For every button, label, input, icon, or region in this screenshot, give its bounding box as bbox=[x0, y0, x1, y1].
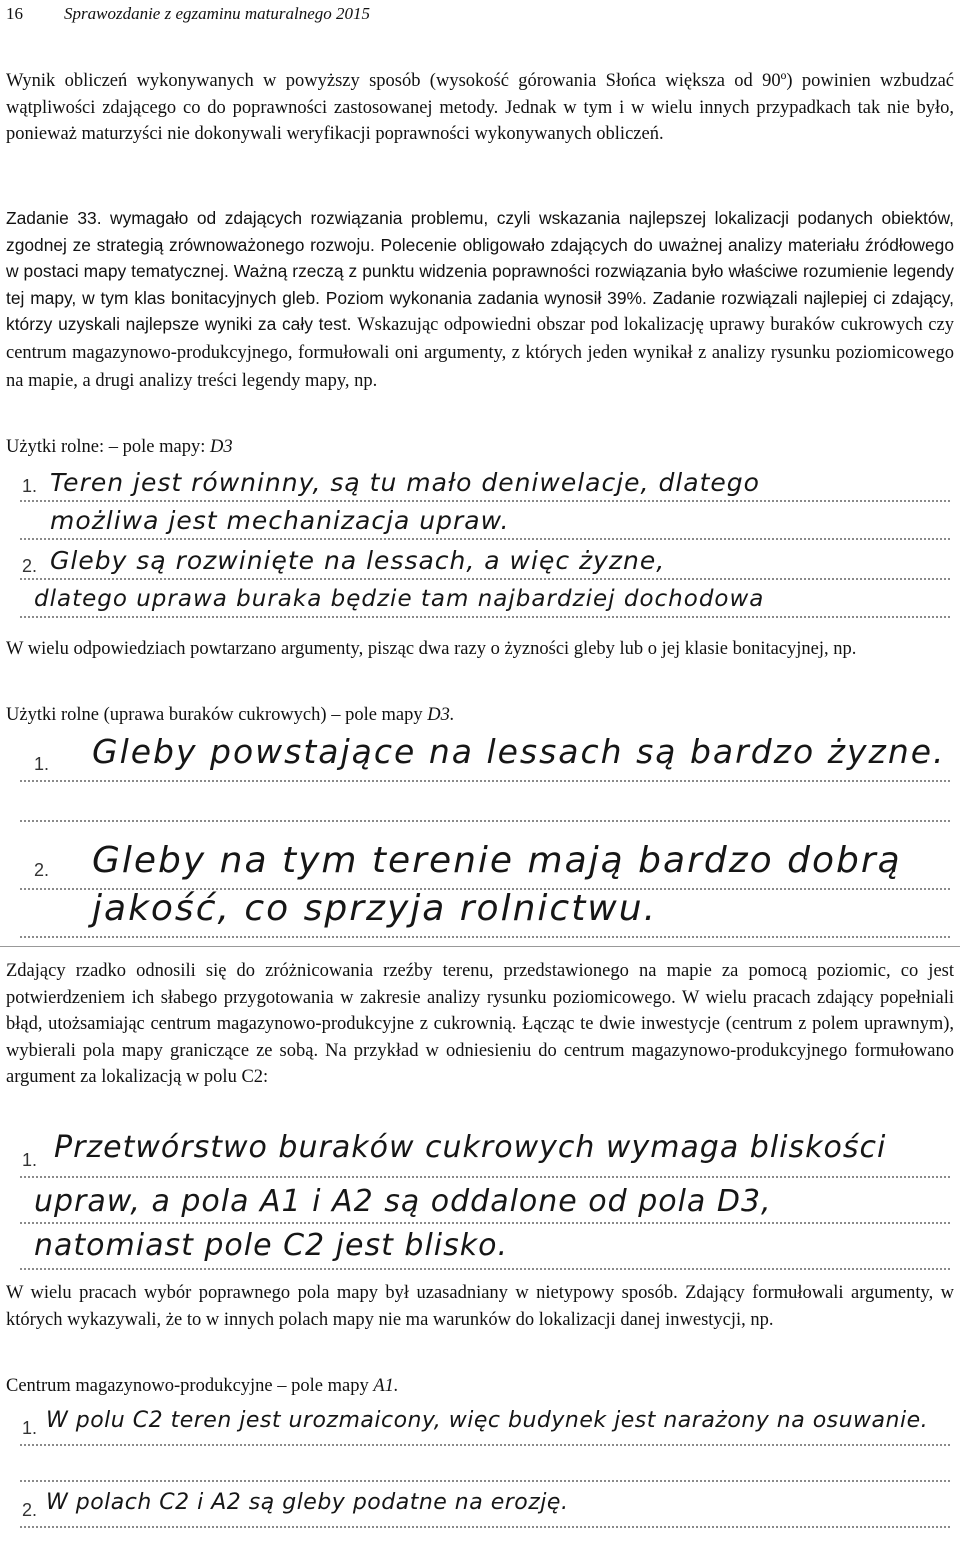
paragraph-2 bbox=[6, 205, 954, 394]
heading-sample-3: Centrum magazynowo-produkcyjne – pole mapy A1. bbox=[6, 1376, 399, 1396]
answer-number: 1. bbox=[34, 754, 50, 774]
handwritten-line: W polu C2 teren jest urozmaicony, więc budynek jest narażony na osuwanie. bbox=[46, 1408, 929, 1433]
heading-1-label: Użytki rolne: bbox=[6, 437, 105, 457]
paragraph-5: W wielu pracach wybór poprawnego pola mapy był uzasadniany w nietypowy sposób. Zdający formułowali argumenty, w których wykazywali, że to w innych polach mapy nie ma warunków do lokalizacji danej inwestycji, np. bbox=[6, 1283, 954, 1330]
heading-2-rest: pole mapy bbox=[345, 705, 423, 725]
handwritten-line: W polach C2 i A2 są gleby podatne na erozję. bbox=[46, 1490, 569, 1515]
heading-1-rest: pole mapy: bbox=[122, 437, 206, 457]
answer-number: 2. bbox=[34, 860, 50, 880]
handwritten-line: Gleby są rozwinięte na lessach, a więc żyzne, bbox=[50, 546, 666, 575]
paragraph-4: Zdający rzadko odnosili się do zróżnicowania rzeźby terenu, przedstawionego na mapie za pomocą poziomic, co jest potwierdzeniem ich słabego przygotowania w zakresie analizy rysunku poziomicowego. W wielu pracach zdający popełniali błąd, utożsamiając centrum magazynowo-produkcyjne z cukrownią. Łącząc te dwie inwestycje (centrum z polem uprawnym), wybierali pola mapy graniczące ze sobą. Na przykład w odniesieniu do centrum magazynowo-produkcyjnego formułowano argument za lokalizacją w polu C2: bbox=[6, 961, 954, 1088]
heading-1-field: D3 bbox=[209, 437, 233, 457]
page-number: 16 bbox=[6, 4, 23, 23]
paragraph-1: Wynik obliczeń wykonywanych w powyższy sposób (wysokość górowania Słońca większa od 90º) powinien wzbudzać wątpliwości zdającego co do poprawności zastosowanej metody. Jednak w tym i w wielu innych przypadkach tak nie było, ponieważ maturzyści nie dokonywali weryfikacji poprawności wykonywanych obliczeń. bbox=[6, 71, 954, 145]
heading-sample-1: Użytki rolne: – pole mapy: D3 bbox=[6, 437, 233, 457]
page-header bbox=[6, 2, 954, 28]
heading-3-field: A1. bbox=[373, 1376, 399, 1396]
handwritten-line: upraw, a pola A1 i A2 są oddalone od pola D3, bbox=[34, 1184, 772, 1219]
answer-number: 2. bbox=[22, 556, 38, 576]
paragraph-3: W wielu odpowiedziach powtarzano argumenty, pisząc dwa razy o żyzności gleby lub o jej klasie bonitacyjnej, np. bbox=[6, 639, 857, 659]
handwritten-answer-4 bbox=[20, 1404, 950, 1540]
heading-3-rest: pole mapy bbox=[291, 1376, 369, 1396]
running-title: Sprawozdanie z egzaminu maturalnego 2015 bbox=[64, 4, 370, 23]
handwritten-line: Przetwórstwo buraków cukrowych wymaga bliskości bbox=[54, 1130, 887, 1165]
answer-number: 2. bbox=[22, 1500, 38, 1520]
handwritten-answer-3 bbox=[20, 1124, 950, 1274]
handwritten-answer-1 bbox=[20, 462, 950, 622]
heading-2-label: Użytki rolne (uprawa buraków cukrowych) bbox=[6, 705, 327, 725]
handwritten-line: dlatego uprawa buraka będzie tam najbardziej dochodowa bbox=[34, 586, 765, 612]
heading-2-field: D3. bbox=[427, 705, 455, 725]
handwritten-line: Gleby na tym terenie mają bardzo dobrą bbox=[92, 840, 902, 881]
heading-3-label: Centrum magazynowo-produkcyjne bbox=[6, 1376, 273, 1396]
handwritten-line: Gleby powstające na lessach są bardzo żyzne. bbox=[92, 732, 946, 771]
answer-number: 1. bbox=[22, 476, 38, 496]
handwritten-line: możliwa jest mechanizacja upraw. bbox=[50, 506, 510, 535]
separator-line bbox=[0, 946, 960, 947]
handwritten-answer-2 bbox=[20, 728, 950, 944]
heading-sample-2: Użytki rolne (uprawa buraków cukrowych) – pole mapy D3. bbox=[6, 705, 455, 725]
answer-number: 1. bbox=[22, 1150, 38, 1170]
handwritten-line: Teren jest równinny, są tu mało deniwelacje, dlatego bbox=[50, 468, 760, 497]
answer-number: 1. bbox=[22, 1418, 38, 1438]
paragraph-2-sans-part: Zadanie 33. wymagało od zdających rozwiązania problemu, czyli wskazania najlepszej lokalizacji podanych obiektów, zgodnej ze strategią zrównoważonego rozwoju. Polecenie obligowało zdających do uważnej analizy materiału źródłowego w postaci mapy tematycznej. Ważną rzeczą z punktu widzenia poprawności rozwiązania było właściwe rozumienie legendy tej mapy, w tym klas bonitacyjnych gleb. Poziom wykonania zadania wynosił 39%. Zadanie rozwiązali najlepiej ci zdający, którzy uzyskali najlepsze wyniki za cały test. bbox=[6, 208, 954, 335]
paragraph-2-serif-part: Wskazując odpowiedni obszar pod lokalizację uprawy buraków cukrowych czy centrum magazynowo-produkcyjnego, formułowali oni argumenty, z których jeden wynikał z analizy rysunku poziomicowego na mapie, a drugi analizy treści legendy mapy, np. bbox=[6, 315, 954, 391]
handwritten-line: jakość, co sprzyja rolnictwu. bbox=[92, 888, 658, 929]
handwritten-line: natomiast pole C2 jest blisko. bbox=[34, 1228, 509, 1263]
